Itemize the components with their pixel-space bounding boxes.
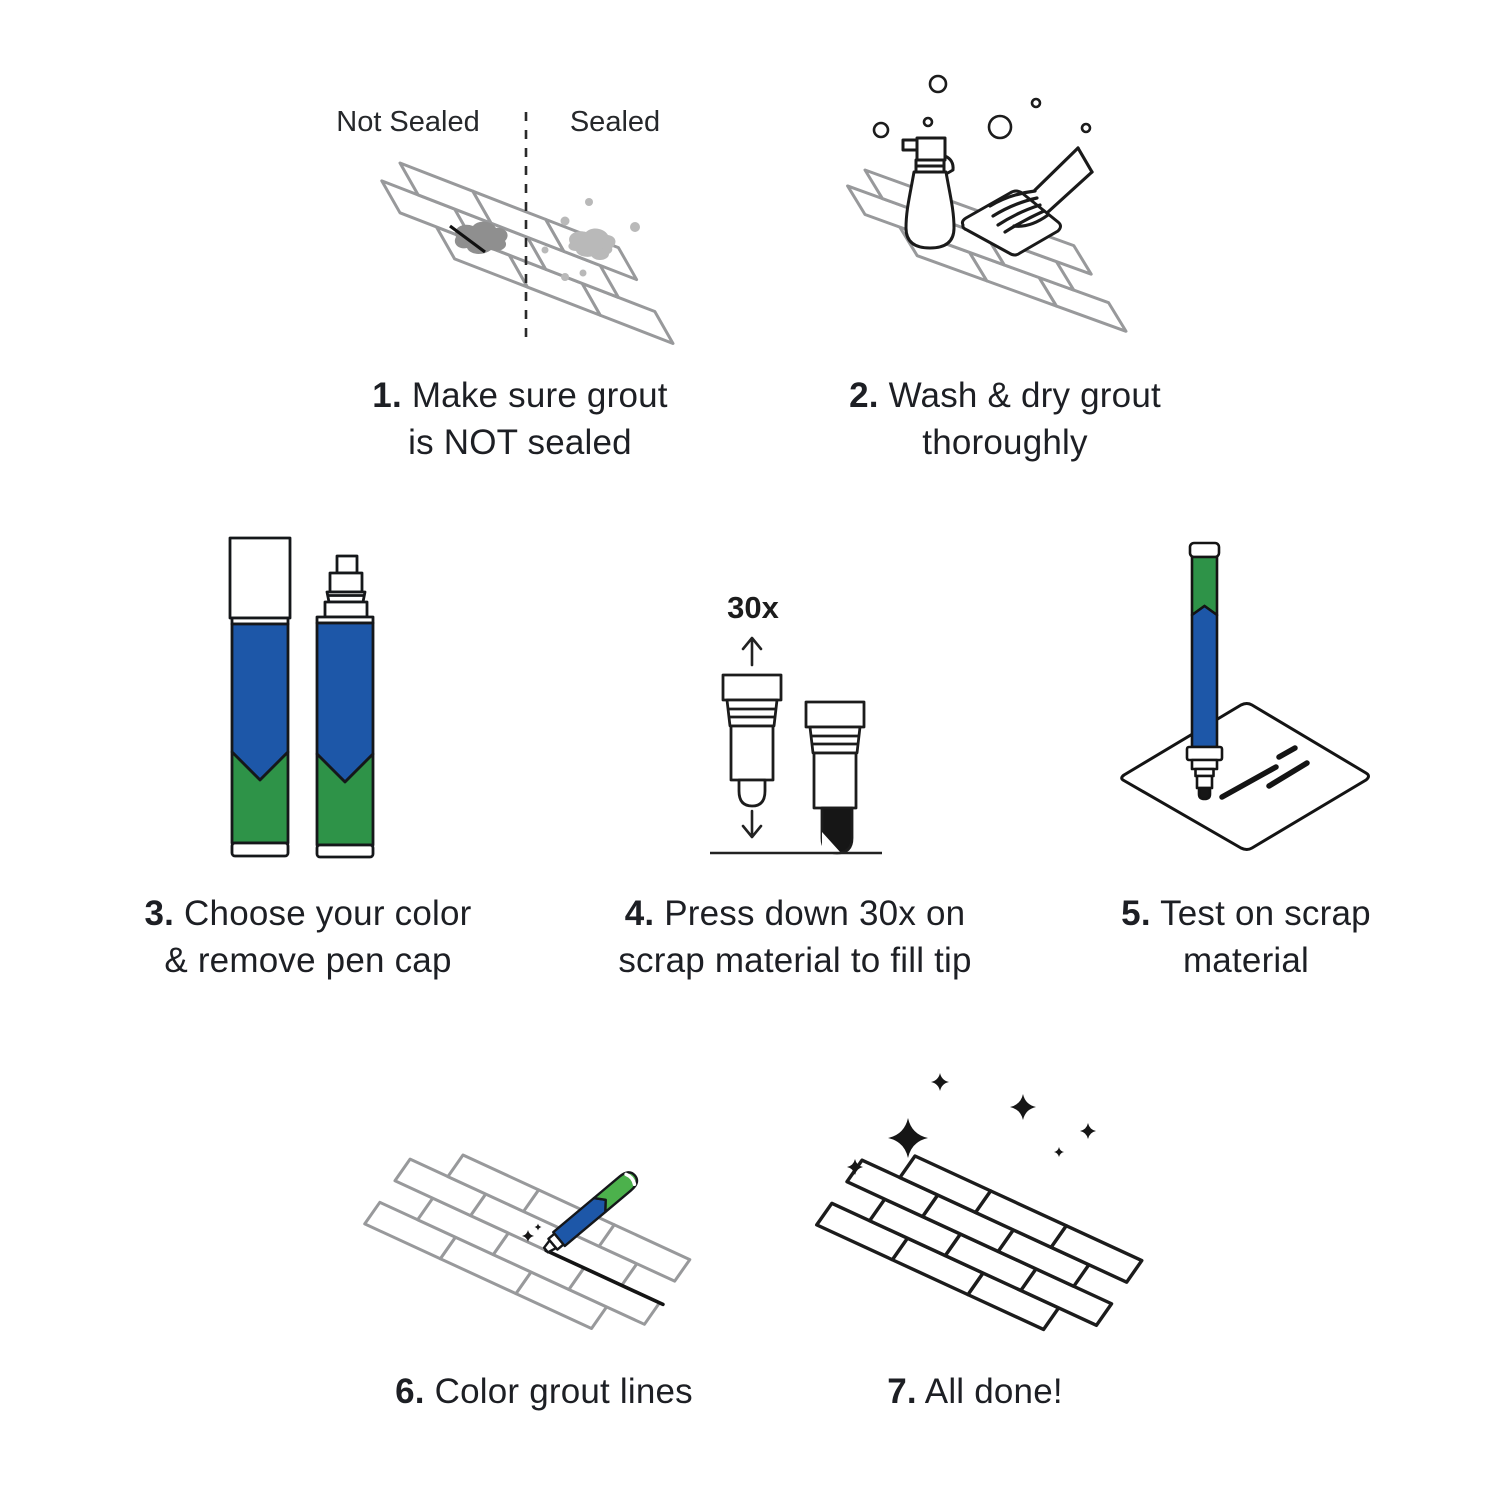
- step-number: 7.: [887, 1372, 917, 1411]
- step-number: 6.: [395, 1372, 425, 1411]
- pen-tip-raised-icon: [723, 675, 781, 806]
- step7-done-illustration: [810, 1050, 1160, 1360]
- step-text: Make sure grout: [411, 376, 668, 415]
- step-5-caption: [1006, 890, 1486, 984]
- pen-ring-1: [1192, 760, 1217, 769]
- pen-nib-collar: [325, 602, 367, 617]
- step-number: 1.: [372, 376, 402, 415]
- arrow-up-icon: [743, 638, 761, 665]
- step-2-caption: [765, 372, 1245, 466]
- pen-nib-top: [337, 556, 357, 573]
- tile-grid-icon: [817, 1156, 1142, 1329]
- pen-ink-tip: [1199, 788, 1210, 799]
- pen-body-blue: [232, 624, 288, 780]
- step-text-line2: scrap material to fill tip: [618, 941, 972, 980]
- step6-color-illustration: [360, 1100, 700, 1380]
- step-3-caption: [68, 890, 548, 984]
- pen-body-blue: [1192, 606, 1217, 747]
- pen-base: [317, 845, 373, 857]
- step-text: Wash & dry grout: [888, 376, 1161, 415]
- step-text-line2: & remove pen cap: [164, 941, 452, 980]
- pen-cap-end: [1190, 543, 1219, 557]
- step-7-caption: [735, 1368, 1215, 1415]
- pen-nib-flange: [327, 592, 365, 602]
- step-number: 3.: [144, 894, 175, 933]
- step-number: 5.: [1121, 894, 1151, 933]
- step-text: Color grout lines: [434, 1372, 693, 1411]
- sparkles-icon: [847, 1073, 1096, 1175]
- label-sealed: Sealed: [569, 106, 661, 138]
- step-text: Test on scrap: [1160, 894, 1371, 933]
- tile-grid-icon: [365, 1155, 690, 1328]
- pen-base: [232, 843, 288, 856]
- bubbles-icon: [874, 76, 1090, 138]
- step-number: 2.: [849, 376, 879, 415]
- step-text-line2: material: [1182, 941, 1310, 980]
- stain-tail: [591, 248, 609, 260]
- step-text: All done!: [924, 1372, 1063, 1411]
- step-number: 4.: [624, 894, 655, 933]
- pen-testing-icon: [1187, 543, 1222, 799]
- step2-wash-illustration: [830, 60, 1150, 350]
- spray-bottle-icon: [903, 138, 954, 248]
- step1-tiles-illustration: [280, 85, 720, 355]
- step-text: Press down 30x on: [664, 894, 966, 933]
- step5-test-illustration: [1100, 535, 1390, 865]
- step-6-caption: [304, 1368, 784, 1415]
- step4-press-illustration: [690, 580, 910, 870]
- hand-icon: [990, 148, 1092, 232]
- pen-nib-mid: [330, 573, 362, 592]
- pen-cap: [230, 538, 290, 618]
- step-text: Choose your color: [184, 894, 472, 933]
- arrow-down-icon: [743, 811, 761, 837]
- step-4-caption: [555, 890, 1035, 984]
- pen-body-blue: [317, 623, 373, 782]
- step-text-line2: is NOT sealed: [408, 423, 632, 462]
- step-text-line2: thoroughly: [922, 423, 1088, 462]
- label-not-sealed: Not Sealed: [336, 106, 480, 138]
- press-count-label: 30x: [727, 590, 779, 625]
- tile-grid-icon: [382, 163, 673, 343]
- scrap-paper-icon: [1122, 704, 1369, 850]
- step-1-caption: [280, 372, 760, 466]
- pen-uncapped-icon: [317, 556, 373, 857]
- pen-collar: [1187, 747, 1222, 760]
- pen-capped-icon: [230, 538, 290, 856]
- tile-grid-icon: [848, 170, 1126, 331]
- pen-nib-cylinder: [1197, 776, 1212, 788]
- pen-tip-pressed-icon: [806, 702, 864, 853]
- step3-pens-illustration: [210, 530, 410, 870]
